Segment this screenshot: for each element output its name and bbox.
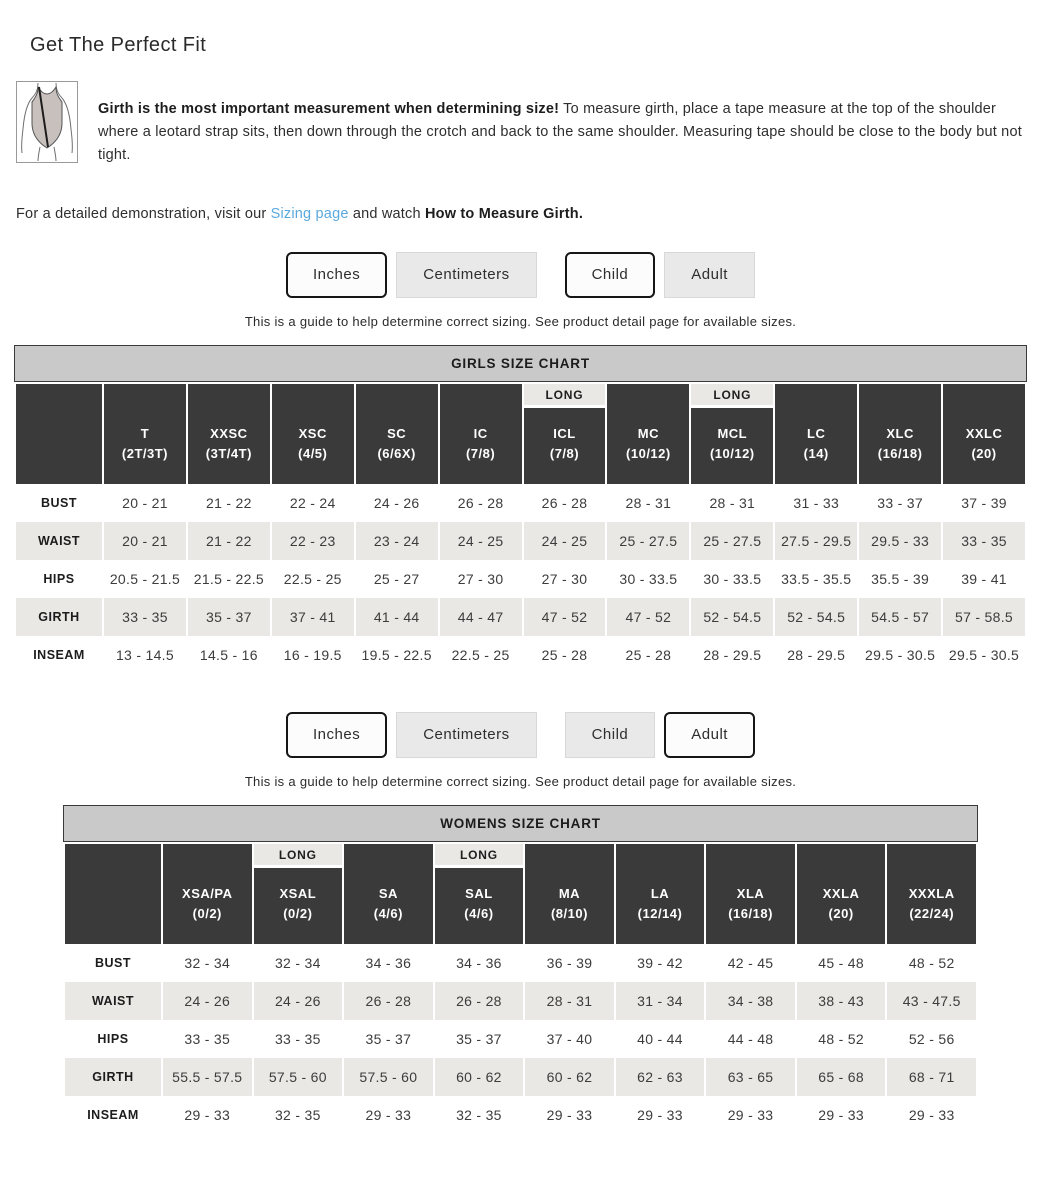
girls-size-chart: [14, 345, 1027, 674]
measurement-value-cell: 54.5 - 57: [859, 598, 941, 636]
girth-intro-rest: To measure girth, place a tape measure at the top of the shoulder where a leotard strap sits, then down through the crotch and back to the same shoulder. Measuring tape should be close to the body but not tight.: [98, 100, 1022, 163]
measurement-value-cell: 42 - 45: [706, 944, 795, 982]
measurement-value-cell: 25 - 27.5: [607, 522, 689, 560]
measurement-value-cell: 48 - 52: [797, 1020, 886, 1058]
measurement-value-cell: 24 - 25: [524, 522, 606, 560]
measurement-value-cell: 52 - 54.5: [691, 598, 773, 636]
size-column-header: [616, 844, 705, 944]
size-code: MCL: [717, 426, 748, 442]
measurement-value-cell: 62 - 63: [616, 1058, 705, 1096]
size-code: SAL: [465, 886, 493, 902]
measurement-value-cell: 33 - 35: [163, 1020, 252, 1058]
size-range: (4/5): [298, 446, 328, 462]
measurement-value-cell: 68 - 71: [887, 1058, 976, 1096]
measurement-value-cell: 65 - 68: [797, 1058, 886, 1096]
measurement-value-cell: 25 - 27: [356, 560, 438, 598]
measurement-value-cell: 45 - 48: [797, 944, 886, 982]
measurement-label: INSEAM: [16, 636, 102, 674]
measurement-value-cell: 34 - 38: [706, 982, 795, 1020]
size-code: XXXLA: [908, 886, 955, 902]
size-code: XXSC: [210, 426, 248, 442]
measurement-value-cell: 33 - 35: [254, 1020, 343, 1058]
womens-age-toggle-group: [565, 712, 755, 758]
measurement-value-cell: 57.5 - 60: [254, 1058, 343, 1096]
size-range: (16/18): [877, 446, 923, 462]
size-code: SA: [378, 886, 398, 902]
womens-centimeters-button[interactable]: Centimeters: [396, 712, 536, 758]
measurement-value-cell: 34 - 36: [344, 944, 433, 982]
measurement-label: WAIST: [65, 982, 161, 1020]
size-code: IC: [473, 426, 488, 442]
girth-intro: [14, 81, 1027, 182]
measurement-value-cell: 28 - 31: [607, 484, 689, 522]
measurement-row: [65, 982, 976, 1020]
size-range: (7/8): [549, 446, 580, 462]
measurement-value-cell: 26 - 28: [440, 484, 522, 522]
measurement-row: [65, 1058, 976, 1096]
size-column-header: [797, 844, 886, 944]
measurement-value-cell: 31 - 34: [616, 982, 705, 1020]
measurement-value-cell: 26 - 28: [524, 484, 606, 522]
womens-toggle-row: [14, 712, 1027, 758]
demo-line: [16, 206, 1027, 222]
size-column-header: [440, 384, 522, 484]
measurement-value-cell: 33 - 37: [859, 484, 941, 522]
measurement-row: [65, 944, 976, 982]
size-code: MA: [558, 886, 581, 902]
measurement-value-cell: 24 - 26: [163, 982, 252, 1020]
long-variant-tag: LONG: [435, 844, 524, 868]
measurement-value-cell: 28 - 31: [525, 982, 614, 1020]
size-column-header: [525, 844, 614, 944]
measurement-value-cell: 29.5 - 33: [859, 522, 941, 560]
womens-sizing-note: This is a guide to help determine correct sizing. See product detail page for available sizes.: [244, 773, 797, 789]
measurement-value-cell: 32 - 35: [435, 1096, 524, 1134]
leotard-girth-icon: [18, 83, 76, 161]
size-range: (4/6): [373, 906, 403, 922]
size-code: ICL: [553, 426, 576, 442]
measurement-value-cell: 19.5 - 22.5: [356, 636, 438, 674]
measurement-value-cell: 20 - 21: [104, 484, 186, 522]
measurement-value-cell: 25 - 28: [607, 636, 689, 674]
womens-child-button[interactable]: Child: [565, 712, 656, 758]
measurement-value-cell: 29 - 33: [616, 1096, 705, 1134]
measurement-label: HIPS: [65, 1020, 161, 1058]
header-spacer-cell: [65, 844, 161, 944]
measurement-value-cell: 24 - 26: [254, 982, 343, 1020]
size-column-header: [344, 844, 433, 944]
measurement-value-cell: 39 - 42: [616, 944, 705, 982]
size-code: MC: [637, 426, 659, 442]
girls-centimeters-button[interactable]: Centimeters: [396, 252, 536, 298]
measurement-value-cell: 22 - 23: [272, 522, 354, 560]
measurement-value-cell: 25 - 27.5: [691, 522, 773, 560]
measurement-value-cell: 36 - 39: [525, 944, 614, 982]
measurement-value-cell: 44 - 47: [440, 598, 522, 636]
size-column-header: [706, 844, 795, 944]
size-range: (10/12): [709, 446, 755, 462]
measurement-value-cell: 31 - 33: [775, 484, 857, 522]
measurement-value-cell: 37 - 41: [272, 598, 354, 636]
measurement-value-cell: 38 - 43: [797, 982, 886, 1020]
measurement-row: [16, 522, 1025, 560]
measurement-value-cell: 27 - 30: [524, 560, 606, 598]
size-column-header: [607, 384, 689, 484]
measurement-value-cell: 52 - 56: [887, 1020, 976, 1058]
size-column-header: [104, 384, 186, 484]
measurement-value-cell: 29.5 - 30.5: [859, 636, 941, 674]
demo-prefix: For a detailed demonstration, visit our: [16, 205, 271, 222]
size-table: [14, 384, 1027, 674]
measurement-value-cell: 37 - 40: [525, 1020, 614, 1058]
measurement-row: [16, 560, 1025, 598]
measurement-value-cell: 22.5 - 25: [272, 560, 354, 598]
measurement-value-cell: 32 - 35: [254, 1096, 343, 1134]
size-range: (4/6): [464, 906, 494, 922]
measurement-value-cell: 27.5 - 29.5: [775, 522, 857, 560]
measurement-row: [16, 598, 1025, 636]
measurement-value-cell: 24 - 25: [440, 522, 522, 560]
measurement-value-cell: 41 - 44: [356, 598, 438, 636]
womens-inches-button[interactable]: Inches: [286, 712, 387, 758]
demo-bold: How to Measure Girth.: [424, 205, 584, 222]
size-column-header: [887, 844, 976, 944]
measurement-value-cell: 29 - 33: [797, 1096, 886, 1134]
measurement-value-cell: 60 - 62: [435, 1058, 524, 1096]
size-column-header: [691, 384, 773, 484]
size-range: (0/2): [192, 906, 222, 922]
measurement-value-cell: 28 - 29.5: [775, 636, 857, 674]
demo-middle: and watch: [348, 205, 425, 222]
size-code: XSA/PA: [182, 886, 233, 902]
chart-title-bar: GIRLS SIZE CHART: [14, 345, 1027, 382]
measurement-label: GIRTH: [16, 598, 102, 636]
measurement-value-cell: 14.5 - 16: [188, 636, 270, 674]
size-range: (14): [803, 446, 829, 462]
girth-intro-text: [98, 96, 1027, 168]
measurement-value-cell: 52 - 54.5: [775, 598, 857, 636]
measurement-value-cell: 30 - 33.5: [607, 560, 689, 598]
measurement-value-cell: 33 - 35: [104, 598, 186, 636]
girls-toggle-row: [14, 252, 1027, 298]
measurement-value-cell: 29 - 33: [344, 1096, 433, 1134]
girls-inches-button[interactable]: Inches: [286, 252, 387, 298]
girls-unit-toggle-group: [286, 252, 537, 298]
measurement-value-cell: 23 - 24: [356, 522, 438, 560]
measurement-row: [16, 484, 1025, 522]
size-column-header: [859, 384, 941, 484]
size-code: XXLA: [822, 886, 860, 902]
measurement-value-cell: 21.5 - 22.5: [188, 560, 270, 598]
size-code: XSC: [298, 426, 327, 442]
womens-size-chart: [63, 805, 978, 1134]
measurement-value-cell: 43 - 47.5: [887, 982, 976, 1020]
measurement-value-cell: 47 - 52: [524, 598, 606, 636]
measurement-value-cell: 37 - 39: [943, 484, 1025, 522]
girls-sizing-note: This is a guide to help determine correct sizing. See product detail page for available sizes.: [244, 313, 797, 329]
size-column-header: [188, 384, 270, 484]
measurement-value-cell: 47 - 52: [607, 598, 689, 636]
measurement-row: [65, 1020, 976, 1058]
long-variant-tag: LONG: [524, 384, 606, 408]
size-table: [63, 844, 978, 1134]
size-column-header: [435, 844, 524, 944]
measurement-value-cell: 22.5 - 25: [440, 636, 522, 674]
measurement-value-cell: 24 - 26: [356, 484, 438, 522]
size-column-header: [254, 844, 343, 944]
header-spacer-cell: [16, 384, 102, 484]
measurement-value-cell: 25 - 28: [524, 636, 606, 674]
measurement-row: [65, 1096, 976, 1134]
size-range: (10/12): [626, 446, 671, 462]
measurement-value-cell: 33.5 - 35.5: [775, 560, 857, 598]
size-code: XXLC: [965, 426, 1003, 442]
measurement-value-cell: 13 - 14.5: [104, 636, 186, 674]
measurement-value-cell: 60 - 62: [525, 1058, 614, 1096]
measurement-value-cell: 29 - 33: [706, 1096, 795, 1134]
measurement-value-cell: 28 - 31: [691, 484, 773, 522]
chart-title-bar: WOMENS SIZE CHART: [63, 805, 978, 842]
size-guide-page: [0, 34, 1041, 1178]
womens-unit-toggle-group: [286, 712, 537, 758]
size-range: (3T/4T): [205, 446, 252, 462]
measurement-value-cell: 34 - 36: [435, 944, 524, 982]
size-range: (16/18): [728, 906, 773, 922]
measurement-value-cell: 48 - 52: [887, 944, 976, 982]
measurement-label: GIRTH: [65, 1058, 161, 1096]
measurement-value-cell: 35 - 37: [435, 1020, 524, 1058]
size-range: (2T/3T): [121, 446, 169, 462]
size-code: XLC: [886, 426, 914, 442]
page-title: Get The Perfect Fit: [30, 34, 207, 56]
size-column-header: [775, 384, 857, 484]
measurement-value-cell: 29.5 - 30.5: [943, 636, 1025, 674]
measurement-value-cell: 20 - 21: [104, 522, 186, 560]
measurement-value-cell: 22 - 24: [272, 484, 354, 522]
measurement-value-cell: 28 - 29.5: [691, 636, 773, 674]
size-range: (8/10): [550, 906, 588, 922]
girls-age-toggle-group: [565, 252, 755, 298]
size-code: SC: [387, 426, 407, 442]
measurement-value-cell: 63 - 65: [706, 1058, 795, 1096]
measurement-value-cell: 32 - 34: [254, 944, 343, 982]
girth-intro-bold: Girth is the most important measurement when determining size!: [98, 100, 560, 117]
size-code: LA: [650, 886, 670, 902]
size-range: (6/6X): [377, 446, 416, 462]
measurement-value-cell: 29 - 33: [887, 1096, 976, 1134]
size-column-header: [943, 384, 1025, 484]
size-column-header: [356, 384, 438, 484]
size-code: LC: [807, 426, 826, 442]
girls-child-button[interactable]: Child: [565, 252, 656, 298]
sizing-page-link[interactable]: Sizing page: [270, 205, 349, 222]
size-column-header: [524, 384, 606, 484]
measurement-row: [16, 636, 1025, 674]
size-range: (0/2): [283, 906, 313, 922]
womens-adult-button[interactable]: Adult: [664, 712, 755, 758]
size-column-header: [272, 384, 354, 484]
long-variant-tag: LONG: [254, 844, 343, 868]
measurement-label: WAIST: [16, 522, 102, 560]
measurement-value-cell: 33 - 35: [943, 522, 1025, 560]
measurement-value-cell: 16 - 19.5: [272, 636, 354, 674]
measurement-value-cell: 21 - 22: [188, 484, 270, 522]
measurement-value-cell: 30 - 33.5: [691, 560, 773, 598]
girls-adult-button[interactable]: Adult: [664, 252, 755, 298]
measurement-value-cell: 29 - 33: [163, 1096, 252, 1134]
size-code: XSAL: [279, 886, 317, 902]
measurement-value-cell: 57 - 58.5: [943, 598, 1025, 636]
measurement-value-cell: 57.5 - 60: [344, 1058, 433, 1096]
measurement-value-cell: 35 - 37: [344, 1020, 433, 1058]
measurement-value-cell: 21 - 22: [188, 522, 270, 560]
size-range: (12/14): [637, 906, 683, 922]
measurement-label: INSEAM: [65, 1096, 161, 1134]
measurement-value-cell: 44 - 48: [706, 1020, 795, 1058]
size-range: (22/24): [909, 906, 955, 922]
long-variant-tag: LONG: [691, 384, 773, 408]
measurement-value-cell: 40 - 44: [616, 1020, 705, 1058]
size-code: XLA: [736, 886, 765, 902]
measurement-value-cell: 20.5 - 21.5: [104, 560, 186, 598]
size-range: (7/8): [465, 446, 496, 462]
measurement-value-cell: 32 - 34: [163, 944, 252, 982]
measurement-value-cell: 29 - 33: [525, 1096, 614, 1134]
measurement-value-cell: 27 - 30: [440, 560, 522, 598]
size-code: T: [140, 426, 150, 442]
leotard-girth-diagram: [16, 81, 78, 163]
measurement-label: HIPS: [16, 560, 102, 598]
measurement-label: BUST: [16, 484, 102, 522]
size-range: (20): [971, 446, 997, 462]
measurement-label: BUST: [65, 944, 161, 982]
size-column-header: [163, 844, 252, 944]
measurement-value-cell: 55.5 - 57.5: [163, 1058, 252, 1096]
measurement-value-cell: 26 - 28: [435, 982, 524, 1020]
measurement-value-cell: 39 - 41: [943, 560, 1025, 598]
measurement-value-cell: 35.5 - 39: [859, 560, 941, 598]
measurement-value-cell: 26 - 28: [344, 982, 433, 1020]
measurement-value-cell: 35 - 37: [188, 598, 270, 636]
size-range: (20): [828, 906, 854, 922]
